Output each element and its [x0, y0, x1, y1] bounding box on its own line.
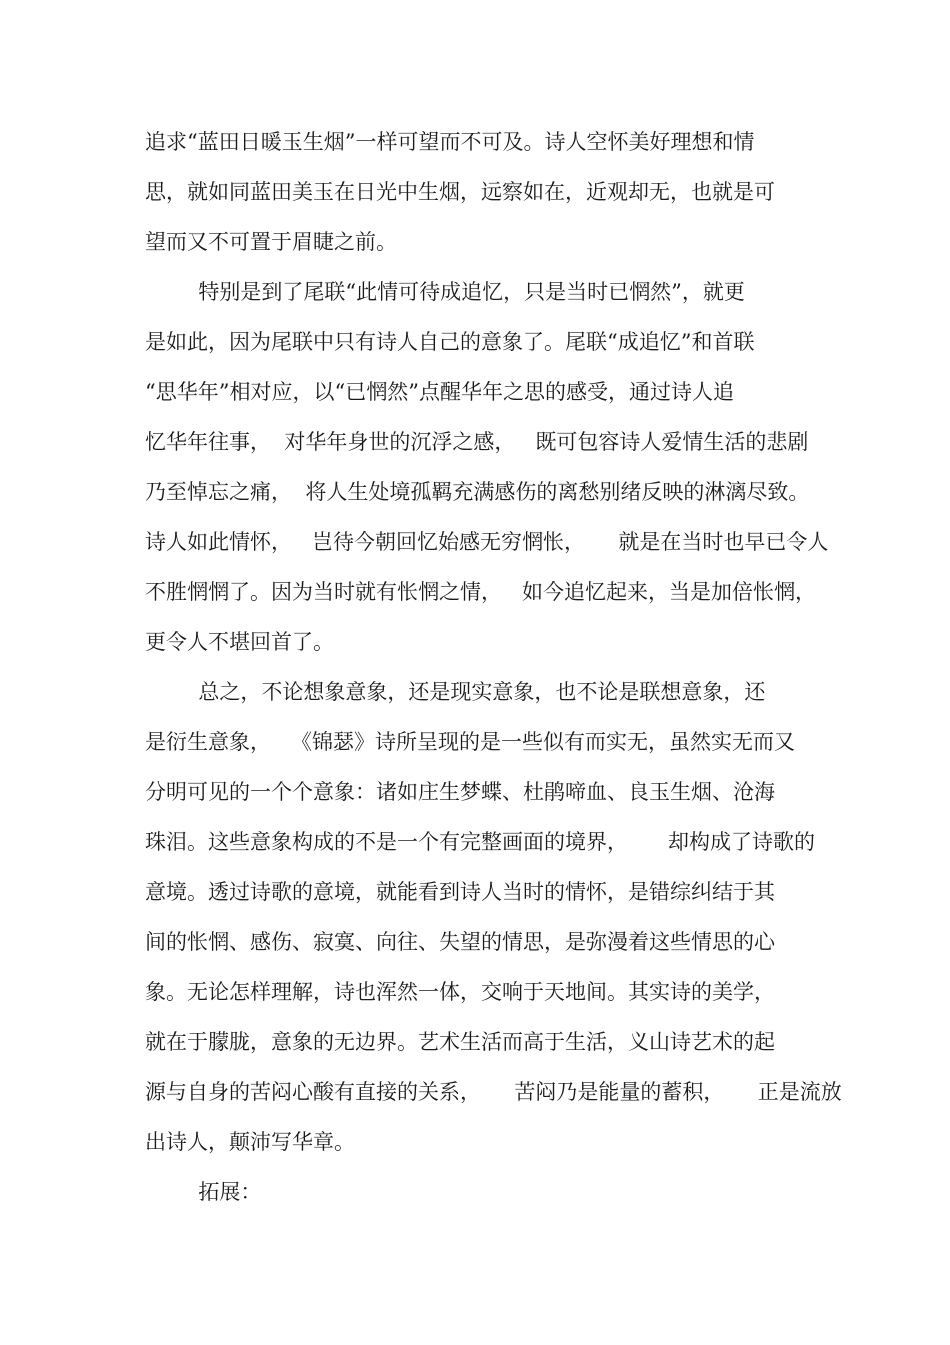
text-line-10: 不胜惘惘了。因为当时就有怅惘之情， 如今追忆起来，当是加倍怅惘，	[145, 580, 817, 604]
text-line-21: 出诗人，颠沛写华章。	[145, 1130, 355, 1154]
text-line-3: 望而又不可置于眉睫之前。	[145, 230, 397, 254]
text-line-9: 诗人如此情怀， 岂待今朝回忆始感无穷惘怅， 就是在当时也早已令人	[145, 530, 829, 554]
text-line-20: 源与自身的苦闷心酸有直接的关系， 苦闷乃是能量的蓄积， 正是流放	[145, 1080, 842, 1104]
text-line-4: 特别是到了尾联“此情可待成追忆，只是当时已惘然”，就更	[145, 280, 745, 304]
text-line-22: 拓展：	[145, 1180, 262, 1204]
text-line-19: 就在于朦胧，意象的无边界。艺术生活而高于生活，义山诗艺术的起	[145, 1030, 775, 1054]
text-line-15: 珠泪。这些意象构成的不是一个有完整画面的境界， 却构成了诗歌的	[145, 830, 816, 854]
text-line-14: 分明可见的一个个意象：诸如庄生梦蝶、杜鹃啼血、良玉生烟、沧海	[145, 780, 775, 804]
text-line-12: 总之，不论想象意象，还是现实意象，也不论是联想意象，还	[145, 680, 766, 704]
text-line-13: 是衍生意象， 《锦瑟》诗所呈现的是一些似有而实无，虽然实无而又	[145, 730, 796, 754]
text-line-1: 追求“蓝田日暖玉生烟”一样可望而不可及。诗人空怀美好理想和情	[145, 130, 755, 154]
text-line-11: 更令人不堪回首了。	[145, 630, 334, 654]
text-line-2: 思，就如同蓝田美玉在日光中生烟，远察如在，近观却无，也就是可	[145, 180, 775, 204]
text-line-16: 意境。透过诗歌的意境，就能看到诗人当时的情怀，是错综纠结于其	[145, 880, 775, 904]
text-line-5: 是如此，因为尾联中只有诗人自己的意象了。尾联“成追忆”和首联	[145, 330, 755, 354]
text-line-17: 间的怅惘、感伤、寂寞、向往、失望的情思，是弥漫着这些情思的心	[145, 930, 775, 954]
text-line-8: 乃至悼忘之痛， 将人生处境孤羁充满感伤的离愁别绪反映的淋漓尽致。	[145, 480, 810, 504]
text-line-18: 象。无论怎样理解，诗也浑然一体，交响于天地间。其实诗的美学，	[145, 980, 775, 1004]
text-line-7: 忆华年往事， 对华年身世的沉浮之感， 既可包容诗人爱情生活的悲剧	[145, 430, 809, 454]
text-line-6: “思华年”相对应，以“已惘然”点醒华年之思的感受，通过诗人追	[145, 380, 734, 404]
